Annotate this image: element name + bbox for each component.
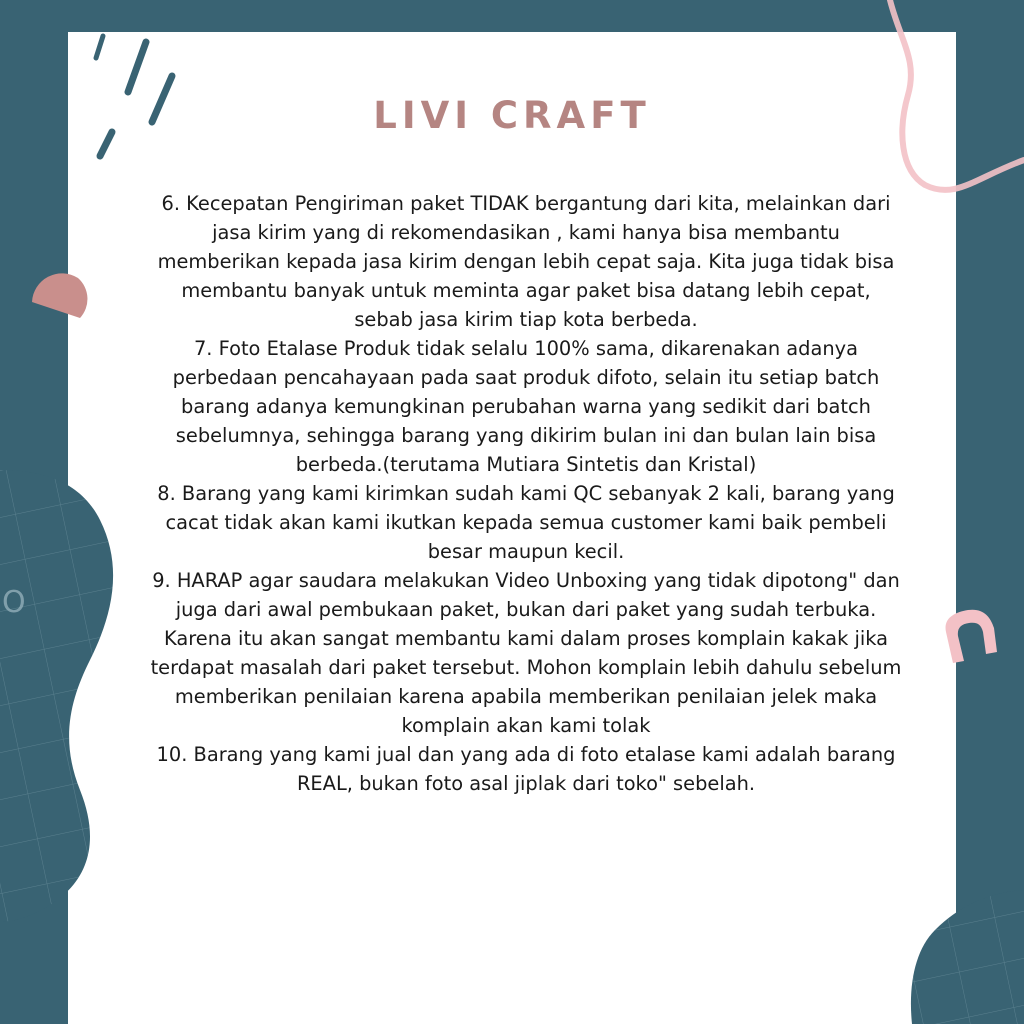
terms-text-block [150,189,902,798]
bottom-right-blob-shape [911,890,1024,1024]
svg-text:O: O [2,585,26,620]
terms-paragraph-7: 7. Foto Etalase Produk tidak selalu 100% sama, dikarenakan adanya perbedaan pencahayaan pada saat produk difoto, selain itu setiap batch barang adanya kemungkinan perubahan warna yang sedikit dari batch sebelumnya, sehingga barang yang dikirim bulan ini dan bulan lain bisa berbeda.(terutama Mutiara Sintetis dan Kristal) [172,337,880,476]
page-title: LIVI CRAFT [373,94,651,137]
left-blob-shape [0,470,113,922]
terms-paragraph-10: 10. Barang yang kami jual dan yang ada di foto etalase kami adalah barang REAL, bukan foto asal jiplak dari toko" sebelah. [156,743,896,795]
pink-arch-shape [946,610,997,663]
terms-paragraph-6: 6. Kecepatan Pengiriman paket TIDAK bergantung dari kita, melainkan dari jasa kirim yang di rekomendasikan , kami hanya bisa membantu memberikan kepada jasa kirim dengan lebih cepat saja. Kita juga tidak bisa membantu banyak untuk meminta agar paket bisa datang lebih cepat, sebab jasa kirim tiap kota berbeda. [157,192,895,331]
terms-paragraph-9: 9. HARAP agar saudara melakukan Video Unboxing yang tidak dipotong" dan juga dari awal pembukaan paket, bukan dari paket yang sudah terbuka. Karena itu akan sangat membantu kami dalam proses komplain kakak jika terdapat masalah dari paket tersebut. Mohon komplain lebih dahulu sebelum memberikan penilaian karena apabila memberikan penilaian jelek maka komplain akan kami tolak [150,569,902,737]
terms-paragraph-8: 8. Barang yang kami kirimkan sudah kami QC sebanyak 2 kali, barang yang cacat tidak akan kami ikutkan kepada semua customer kami baik pembeli besar maupun kecil. [157,482,895,563]
half-circle-shape [32,273,87,318]
